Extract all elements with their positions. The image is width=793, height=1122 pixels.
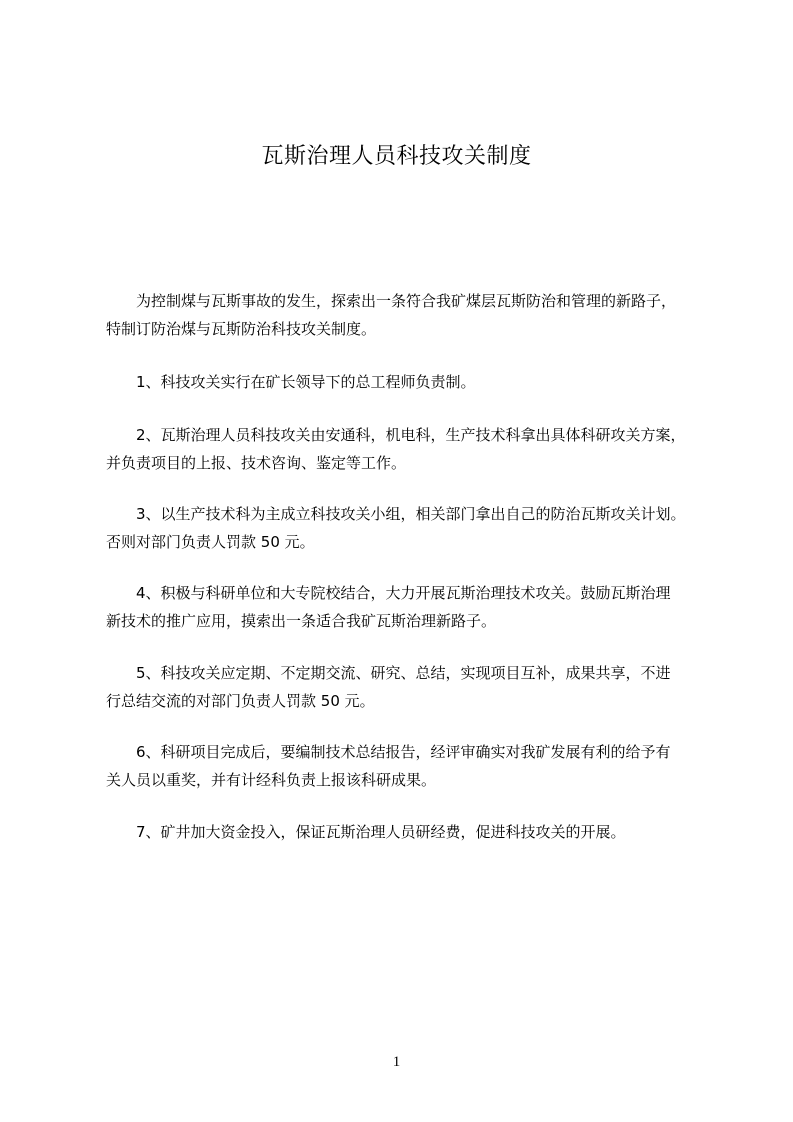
item-6-line-1: 6、科研项目完成后，要编制技术总结报告，经评审确实对我矿发展有利的给予有 [136,743,671,761]
item-2-line-2: 并负责项目的上报、技术咨询、鉴定等工作。 [106,454,407,472]
document-title: 瓦斯治理人员科技攻关制度 [261,144,532,169]
item-5-line-2: 行总结交流的对部门负责人罚款 50 元。 [106,692,375,710]
item-6-line-2: 关人员以重奖，并有计经科负责上报该科研成果。 [106,771,437,789]
item-7-paragraph [106,818,718,846]
intro-line-2: 特制订防治煤与瓦斯防治科技攻关制度。 [106,320,377,338]
item-1-paragraph [106,368,718,396]
item-4-line-1: 4、积极与科研单位和大专院校结合，大力开展瓦斯治理技术攻关。鼓励瓦斯治理 [136,584,671,602]
intro-paragraph [106,287,718,343]
page-number: 1 [392,1054,401,1070]
item-6-paragraph [106,738,718,794]
item-2-paragraph [106,421,718,477]
item-3-paragraph [106,500,718,556]
item-5-line-1: 5、科技攻关应定期、不定期交流、研究、总结，实现项目互补，成果共享，不进 [136,664,671,682]
item-4-line-2: 新技术的推广应用，摸索出一条适合我矿瓦斯治理新路子。 [106,612,497,630]
item-2-line-1: 2、瓦斯治理人员科技攻关由安通科，机电科，生产技术科拿出具体科研攻关方案， [136,426,686,444]
item-7-line-1: 7、矿井加大资金投入，保证瓦斯治理人员研经费，促进科技攻关的开展。 [136,823,626,841]
item-4-paragraph [106,579,718,635]
item-3-line-1: 3、以生产技术科为主成立科技攻关小组，相关部门拿出自己的防治瓦斯攻关计划。 [136,505,686,523]
item-1-line-1: 1、科技攻关实行在矿长领导下的总工程师负责制。 [136,373,476,391]
item-5-paragraph [106,659,718,715]
intro-line-1: 为控制煤与瓦斯事故的发生，探索出一条符合我矿煤层瓦斯防治和管理的新路子， [136,292,677,310]
item-3-line-2: 否则对部门负责人罚款 50 元。 [106,533,315,551]
